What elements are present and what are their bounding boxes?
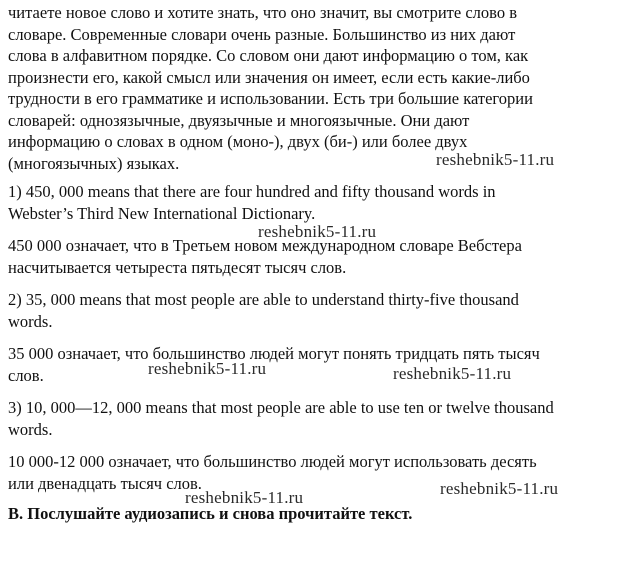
watermark-text: reshebnik5-11.ru <box>393 364 512 383</box>
intro-line: читаете новое слово и хотите знать, что оно значит, вы смотрите слово в <box>8 3 517 22</box>
intro-line: (многоязычных) языках. <box>8 153 180 173</box>
item-line: words. <box>8 311 53 331</box>
item-line: 1) 450, 000 means that there are four hundred and fifty thousand words in <box>8 182 496 201</box>
item-line: слов. <box>8 365 44 385</box>
item-line: words. <box>8 419 53 439</box>
item-3-english <box>8 397 618 440</box>
item-line: 3) 10, 000—12, 000 means that most people are able to use ten or twelve thousand <box>8 398 554 417</box>
item-line: 450 000 означает, что в Третьем новом международном словаре Вебстера <box>8 236 522 255</box>
item-line: насчитывается четыреста пятьдесят тысяч слов. <box>8 257 347 277</box>
watermark-text: reshebnik5-11.ru <box>258 222 377 241</box>
watermark-text: reshebnik5-11.ru <box>148 359 267 378</box>
section-b-text: B. Послушайте аудиозапись и снова прочитайте текст. <box>8 504 413 523</box>
item-2-russian <box>8 343 618 386</box>
watermark-text: reshebnik5-11.ru <box>185 488 304 507</box>
item-line: 10 000-12 000 означает, что большинство людей могут использовать десять <box>8 452 537 471</box>
intro-line: словарей: однозязычные, двуязычные и многоязычные. Они дают <box>8 110 470 130</box>
watermark-text: reshebnik5-11.ru <box>436 150 555 169</box>
section-b-heading <box>8 503 618 525</box>
intro-line: произнести его, какой смысл или значения он имеет, если есть какие-либо <box>8 67 530 87</box>
intro-line: информацию о словах в одном (моно-), двух (би-) или более двух <box>8 132 468 151</box>
item-2-english <box>8 289 618 332</box>
item-1-english <box>8 181 618 224</box>
intro-paragraph <box>8 2 618 174</box>
intro-line: слова в алфавитном порядке. Со словом они дают информацию о том, как <box>8 46 529 65</box>
item-line: или двенадцать тысяч слов. <box>8 473 202 493</box>
intro-line: трудности в его грамматике и использовании. Есть три большие категории <box>8 89 533 108</box>
item-line: 2) 35, 000 means that most people are able to understand thirty-five thousand <box>8 290 519 309</box>
intro-line: словаре. Современные словари очень разные. Большинство из них дают <box>8 24 516 44</box>
watermark-text: reshebnik5-11.ru <box>440 479 559 498</box>
item-line: Webster’s Third New International Dictionary. <box>8 203 316 223</box>
item-line: 35 000 означает, что большинство людей могут понять тридцать пять тысяч <box>8 344 540 363</box>
